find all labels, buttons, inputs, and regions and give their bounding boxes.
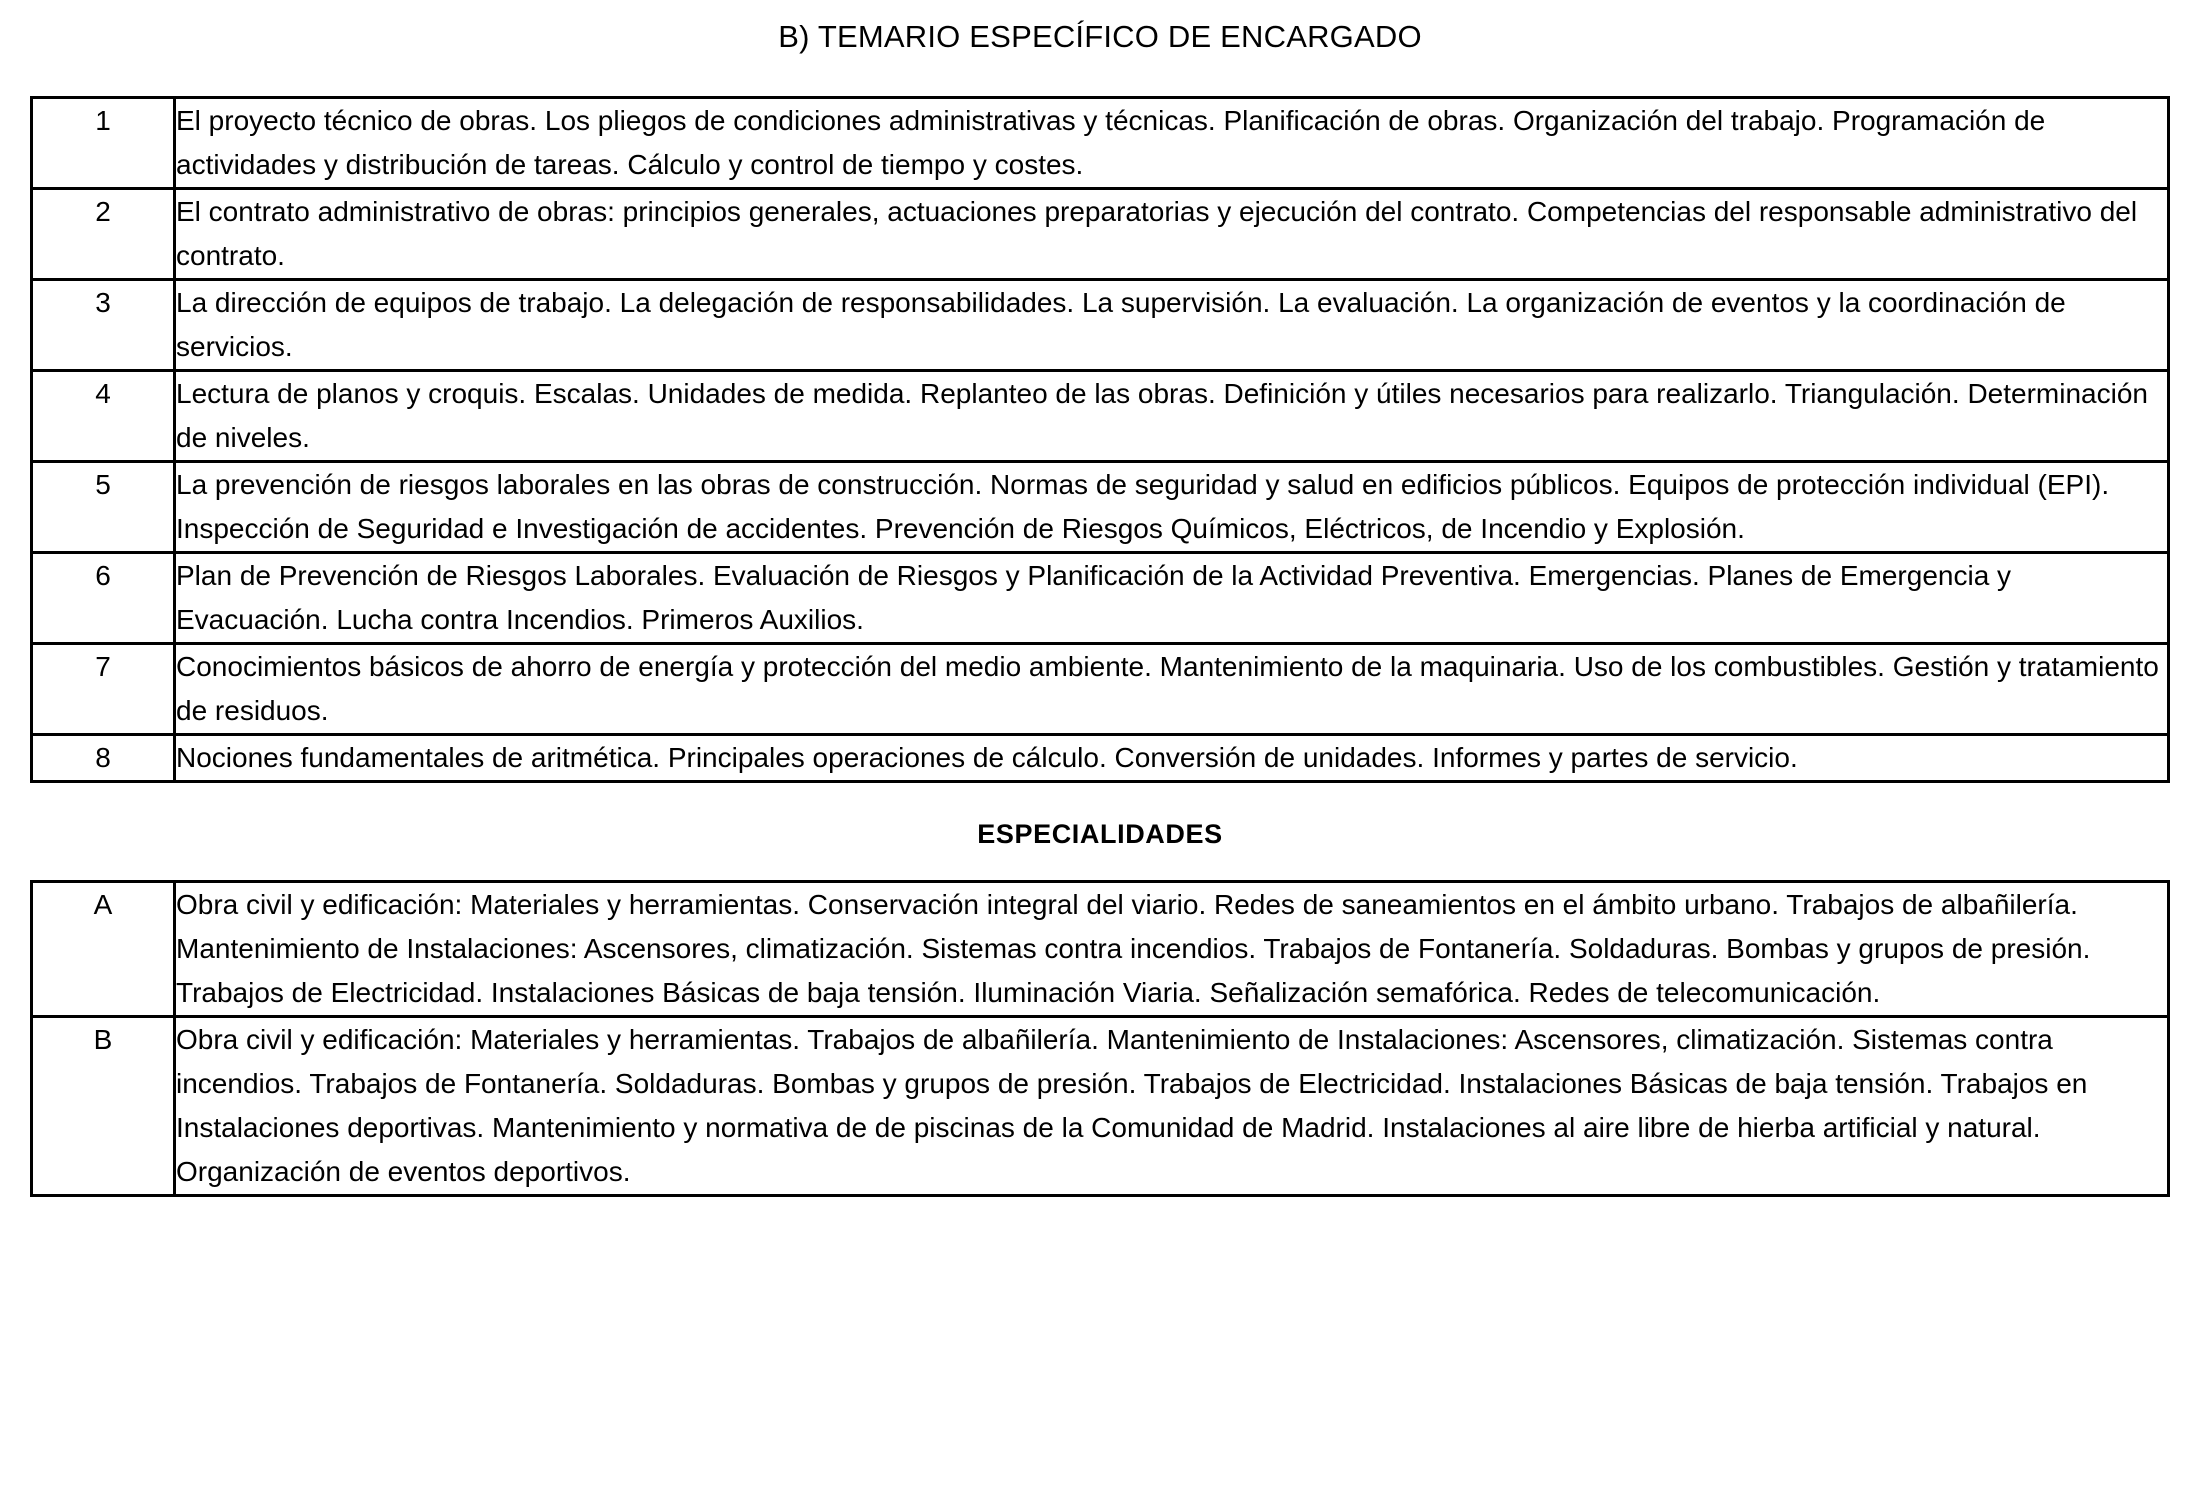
topic-text: Conocimientos básicos de ahorro de energía y protección del medio ambiente. Mantenimiento de la maquinaria. Uso de los combustibles. Gestión y tratamiento de residuos. xyxy=(175,644,2169,735)
topic-text: El proyecto técnico de obras. Los pliegos de condiciones administrativas y técnicas. Planificación de obras. Organización del trabajo. Programación de actividades y distribución de tareas. Cálculo y control de tiempo y costes. xyxy=(175,98,2169,189)
speciality-text: Obra civil y edificación: Materiales y herramientas. Trabajos de albañilería. Mantenimiento de Instalaciones: Ascensores, climatización. Sistemas contra incendios. Trabajos de Fontanería. Soldaduras. Bombas y grupos de presión. Trabajos de Electricidad. Instalaciones Básicas de baja tensión. Trabajos en Instalaciones deportivas. Mantenimiento y normativa de de piscinas de la Comunidad de Madrid. Instalaciones al aire libre de hierba artificial y natural. Organización de eventos deportivos. xyxy=(175,1017,2169,1196)
table-row xyxy=(32,371,2169,462)
topics-table-body xyxy=(32,98,2169,782)
topic-number: 5 xyxy=(32,462,175,553)
topics-table xyxy=(30,96,2170,783)
topic-number: 6 xyxy=(32,553,175,644)
topic-text: Nociones fundamentales de aritmética. Principales operaciones de cálculo. Conversión de unidades. Informes y partes de servicio. xyxy=(175,735,2169,782)
topic-text: La prevención de riesgos laborales en las obras de construcción. Normas de seguridad y salud en edificios públicos. Equipos de protección individual (EPI). Inspección de Seguridad e Investigación de accidentes. Prevención de Riesgos Químicos, Eléctricos, de Incendio y Explosión. xyxy=(175,462,2169,553)
speciality-letter: B xyxy=(32,1017,175,1196)
table-row xyxy=(32,553,2169,644)
table-row xyxy=(32,98,2169,189)
table-row xyxy=(32,882,2169,1017)
topic-number: 4 xyxy=(32,371,175,462)
topic-number: 2 xyxy=(32,189,175,280)
specialities-table-body xyxy=(32,882,2169,1196)
table-row xyxy=(32,644,2169,735)
topic-text: Plan de Prevención de Riesgos Laborales. Evaluación de Riesgos y Planificación de la Actividad Preventiva. Emergencias. Planes de Emergencia y Evacuación. Lucha contra Incendios. Primeros Auxilios. xyxy=(175,553,2169,644)
topic-text: Lectura de planos y croquis. Escalas. Unidades de medida. Replanteo de las obras. Definición y útiles necesarios para realizarlo. Triangulación. Determinación de niveles. xyxy=(175,371,2169,462)
page-title: B) TEMARIO ESPECÍFICO DE ENCARGADO xyxy=(778,19,1422,54)
topic-number: 8 xyxy=(32,735,175,782)
table-row xyxy=(32,189,2169,280)
table-row xyxy=(32,735,2169,782)
speciality-text: Obra civil y edificación: Materiales y herramientas. Conservación integral del viario. Redes de saneamientos en el ámbito urbano. Trabajos de albañilería. Mantenimiento de Instalaciones: Ascensores, climatización. Sistemas contra incendios. Trabajos de Fontanería. Soldaduras. Bombas y grupos de presión. Trabajos de Electricidad. Instalaciones Básicas de baja tensión. Iluminación Viaria. Señalización semafórica. Redes de telecomunicación. xyxy=(175,882,2169,1017)
table-row xyxy=(32,1017,2169,1196)
topic-number: 3 xyxy=(32,280,175,371)
topic-number: 7 xyxy=(32,644,175,735)
spacer-above-specialities xyxy=(28,850,2172,880)
topic-text: El contrato administrativo de obras: principios generales, actuaciones preparatorias y ejecución del contrato. Competencias del responsable administrativo del contrato. xyxy=(175,189,2169,280)
specialities-table xyxy=(30,880,2170,1197)
table-row xyxy=(32,280,2169,371)
topic-text: La dirección de equipos de trabajo. La delegación de responsabilidades. La supervisión. La evaluación. La organización de eventos y la coordinación de servicios. xyxy=(175,280,2169,371)
spacer-above-topics xyxy=(28,56,2172,96)
table-row xyxy=(32,462,2169,553)
document-page xyxy=(0,18,2200,1486)
spacer-above-section-heading xyxy=(28,783,2172,819)
section-heading-especialidades: ESPECIALIDADES xyxy=(977,819,1223,849)
speciality-letter: A xyxy=(32,882,175,1017)
topic-number: 1 xyxy=(32,98,175,189)
